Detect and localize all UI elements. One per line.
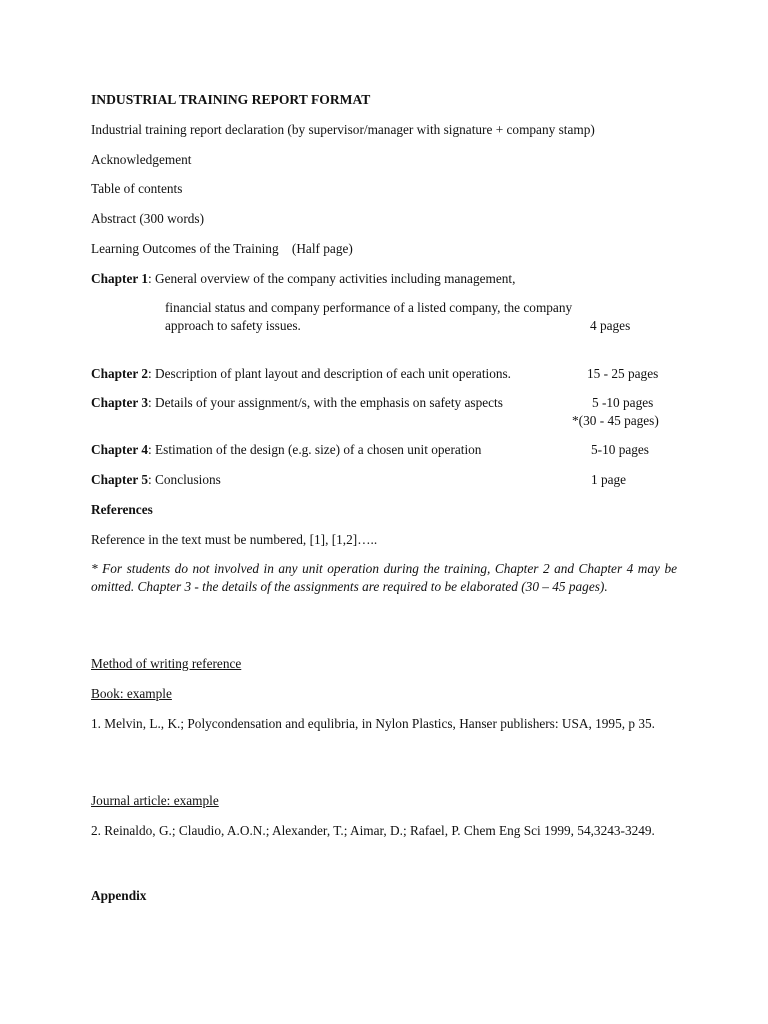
references-heading: References bbox=[91, 502, 153, 517]
chapter-2-text: : Description of plant layout and description of each unit operations. bbox=[148, 366, 511, 381]
chapter-4-pages: 5-10 pages bbox=[591, 442, 649, 457]
item-abstract: Abstract (300 words) bbox=[91, 211, 204, 226]
chapter-2-pages: 15 - 25 pages bbox=[587, 366, 659, 381]
chapter-5-text: : Conclusions bbox=[148, 472, 221, 487]
chapter-5-label: Chapter 5 bbox=[91, 472, 149, 487]
chapter-1-label: Chapter 1 bbox=[91, 271, 149, 286]
item-declaration: Industrial training report declaration (by supervisor/manager with signature + company stamp) bbox=[91, 122, 595, 137]
chapter-4-label: Chapter 4 bbox=[91, 442, 149, 457]
journal-example-heading: Journal article: example bbox=[91, 793, 219, 808]
footnote: * For students do not involved in any unit operation during the training, Chapter 2 and Chapter 4 may be omitted. Chapter 3 - the details of the assignments are required to be elaborated (30 – 45 pages). bbox=[91, 561, 677, 594]
chapter-5-pages: 1 page bbox=[591, 472, 627, 487]
chapter-2-label: Chapter 2 bbox=[91, 366, 149, 381]
chapter-1-line bbox=[91, 270, 515, 288]
chapter-3-label: Chapter 3 bbox=[91, 395, 149, 410]
chapter-3-line bbox=[91, 394, 503, 412]
journal-example: 2. Reinaldo, G.; Claudio, A.O.N.; Alexander, T.; Aimar, D.; Rafael, P. Chem Eng Sci 1999, 54,3243-3249. bbox=[91, 823, 655, 838]
document-title: INDUSTRIAL TRAINING REPORT FORMAT bbox=[91, 92, 371, 107]
method-heading: Method of writing reference bbox=[91, 656, 242, 671]
book-example-heading: Book: example bbox=[91, 686, 172, 701]
chapter-4-line bbox=[91, 441, 481, 459]
chapter-3-text: : Details of your assignment/s, with the emphasis on safety aspects bbox=[148, 395, 503, 410]
book-example: 1. Melvin, L., K.; Polycondensation and equlibria, in Nylon Plastics, Hanser publishers: USA, 1995, p 35. bbox=[91, 716, 655, 731]
chapter-4-text: : Estimation of the design (e.g. size) of a chosen unit operation bbox=[148, 442, 482, 457]
reference-note: Reference in the text must be numbered, [1], [1,2]….. bbox=[91, 532, 378, 547]
chapter-3-pages-alt: *(30 - 45 pages) bbox=[572, 413, 659, 428]
chapter-5-line bbox=[91, 471, 221, 489]
chapter-1-continuation-2: approach to safety issues. bbox=[165, 318, 301, 333]
chapter-1-continuation-1: financial status and company performance of a listed company, the company bbox=[165, 300, 573, 315]
chapter-1-text: : General overview of the company activities including management, bbox=[148, 271, 516, 286]
chapter-3-pages: 5 -10 pages bbox=[592, 395, 654, 410]
item-table-of-contents: Table of contents bbox=[91, 181, 183, 196]
chapter-2-line bbox=[91, 365, 511, 383]
chapter-1-pages: 4 pages bbox=[590, 318, 631, 333]
appendix-heading: Appendix bbox=[91, 888, 147, 903]
item-acknowledgement: Acknowledgement bbox=[91, 152, 192, 167]
item-learning-outcomes: Learning Outcomes of the Training (Half page) bbox=[91, 241, 353, 256]
